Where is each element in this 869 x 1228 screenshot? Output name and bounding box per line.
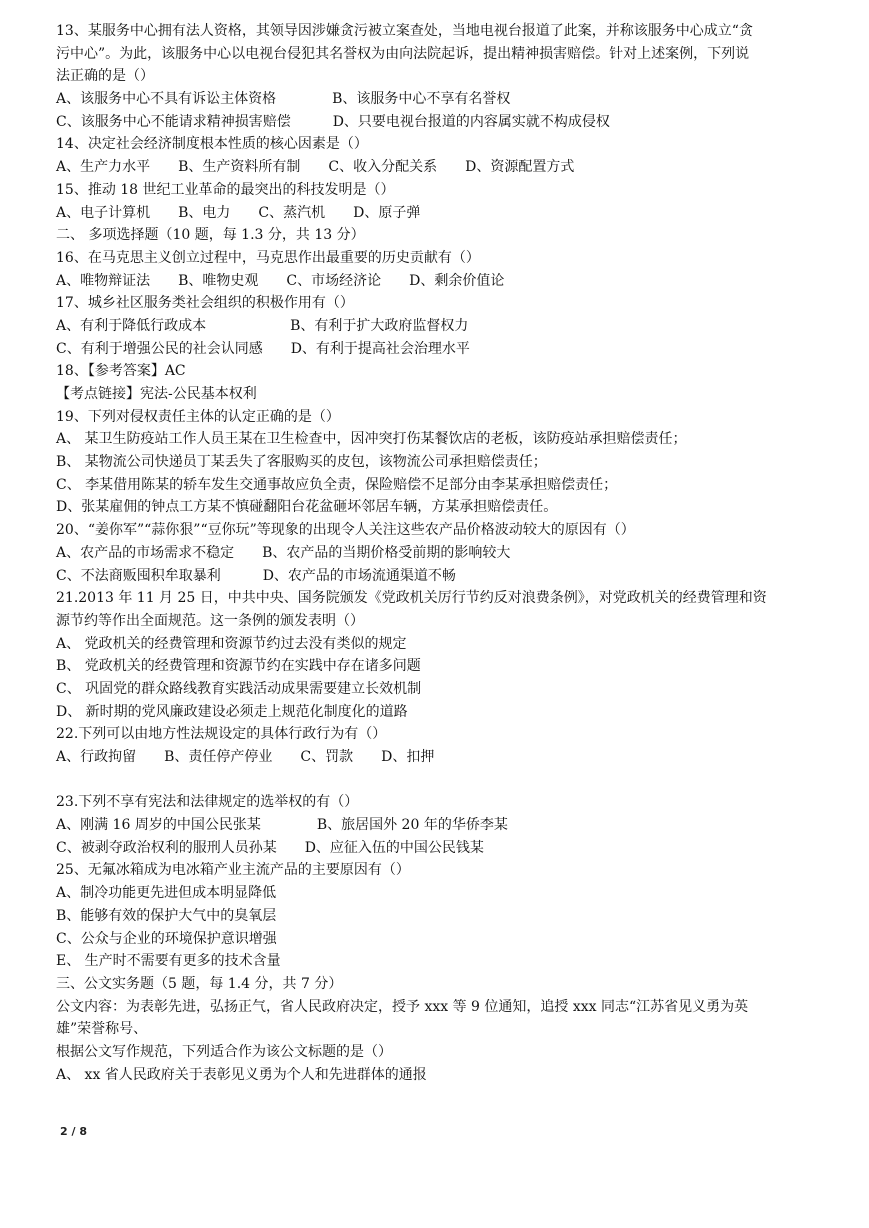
option-line: D、 新时期的党风廉政建设必须走上规范化制度化的道路 xyxy=(56,703,408,720)
option-line: A、有利于降低行政成本 B、有利于扩大政府监督权力 xyxy=(56,317,469,334)
text-line: 公文内容：为表彰先进，弘扬正气，省人民政府决定，授予 xxx 等 9 位通知，追授 xxx 同志“江苏省见义勇为英 xyxy=(56,998,749,1015)
question-line: 21.2013 年 11 月 25 日，中共中央、国务院颁发《党政机关厉行节约反对浪费条例》，对党政机关的经费管理和资 xyxy=(56,590,767,607)
option-line: C、被剥夺政治权利的服刑人员孙某 D、应征入伍的中国公民钱某 xyxy=(56,839,484,856)
text-line: 法正确的是（） xyxy=(56,68,154,85)
option-line: C、不法商贩囤积牟取暴利 D、农产品的市场流通渠道不畅 xyxy=(56,567,456,584)
question-line: 19、下列对侵权责任主体的认定正确的是（） xyxy=(56,408,340,425)
question-line: 17、城乡社区服务类社会组织的积极作用有（） xyxy=(56,295,354,312)
question-line: 25、无氟冰箱成为电冰箱产业主流产品的主要原因有（） xyxy=(56,862,410,879)
option-line: A、农产品的市场需求不稳定 B、农产品的当期价格受前期的影响较大 xyxy=(56,544,511,561)
option-line: A、唯物辩证法 B、唯物史观 C、市场经济论 D、剩余价值论 xyxy=(56,272,505,289)
page-number: 2 / 8 xyxy=(60,1125,87,1138)
option-line: C、有利于增强公民的社会认同感 D、有利于提高社会治理水平 xyxy=(56,340,470,357)
question-line: 16、在马克思主义创立过程中，马克思作出最重要的历史贡献有（） xyxy=(56,249,480,266)
text-line: 雄”荣誉称号、 xyxy=(56,1021,148,1038)
option-line: A、制冷功能更先进但成本明显降低 xyxy=(56,885,277,902)
text-line: 13、某服务中心拥有法人资格，其领导因涉嫌贪污被立案查处，当地电视台报道了此案，并称该服务中心成立“贪 xyxy=(56,23,753,39)
question-line: 23.下列不享有宪法和法律规定的选举权的有（） xyxy=(56,794,359,811)
option-line: C、 巩固党的群众路线教育实践活动成果需要建立长效机制 xyxy=(56,680,422,697)
section-heading: 三、公文实务题（5 题，每 1.4 分，共 7 分） xyxy=(56,975,343,992)
option-line: C、 李某借用陈某的轿车发生交通事故应负全责，保险赔偿不足部分由李某承担赔偿责任； xyxy=(56,476,618,493)
question-line: 14、决定社会经济制度根本性质的核心因素是（） xyxy=(56,136,368,153)
question-line: 源节约等作出全面规范。这一条例的颁发表明（） xyxy=(56,612,364,629)
option-line: B、 某物流公司快递员丁某丢失了客服购买的皮包，该物流公司承担赔偿责任； xyxy=(56,454,547,471)
option-line: C、该服务中心不能请求精神损害赔偿 D、只要电视台报道的内容属实就不构成侵权 xyxy=(56,113,610,130)
question-line: 15、推动 18 世纪工业革命的最突出的科技发明是（） xyxy=(56,181,395,198)
option-line: A、 某卫生防疫站工作人员王某在卫生检查中，因冲突打伤某餐饮店的老板，该防疫站承担赔偿责任； xyxy=(56,431,687,448)
question-line: 根据公文写作规范，下列适合作为该公文标题的是（） xyxy=(56,1043,392,1060)
question-line: 22.下列可以由地方性法规设定的具体行政行为有（） xyxy=(56,726,387,743)
option-line: A、行政拘留 B、责任停产停业 C、罚款 D、扣押 xyxy=(56,749,435,765)
section-heading: 二、 多项选择题（10 题，每 1.3 分，共 13 分） xyxy=(56,227,365,244)
option-line: E、 生产时不需要有更多的技术含量 xyxy=(56,953,281,970)
answer-line: 【考点链接】宪法-公民基本权利 xyxy=(56,386,257,402)
question-line: 20、“姜你军”“蒜你狠”“豆你玩”等现象的出现令人关注这些农产品价格波动较大的原因有（） xyxy=(56,522,635,539)
option-line: B、能够有效的保护大气中的臭氧层 xyxy=(56,907,277,924)
option-line: A、生产力水平 B、生产资料所有制 C、收入分配关系 D、资源配置方式 xyxy=(56,159,575,176)
option-line: A、该服务中心不具有诉讼主体资格 B、该服务中心不享有名誉权 xyxy=(56,91,511,108)
option-line: A、 党政机关的经费管理和资源节约过去没有类似的规定 xyxy=(56,635,407,652)
text-line: 污中心”。为此，该服务中心以电视台侵犯其名誉权为由向法院起诉，提出精神损害赔偿。针对上述案例，下列说 xyxy=(56,45,750,62)
option-line: C、公众与企业的环境保护意识增强 xyxy=(56,930,277,947)
option-line: A、刚满 16 周岁的中国公民张某 B、旅居国外 20 年的华侨李某 xyxy=(56,817,508,834)
blank-line xyxy=(56,769,846,792)
option-line: A、 xx 省人民政府关于表彰见义勇为个人和先进群体的通报 xyxy=(56,1066,427,1083)
option-line: A、电子计算机 B、电力 C、蒸汽机 D、原子弹 xyxy=(56,204,421,221)
document-body xyxy=(56,20,846,1086)
option-line: B、 党政机关的经费管理和资源节约在实践中存在诸多问题 xyxy=(56,658,421,675)
answer-line: 18、【参考答案】AC xyxy=(56,363,186,380)
option-line: D、张某雇佣的钟点工方某不慎碰翻阳台花盆砸坏邻居车辆，方某承担赔偿责任。 xyxy=(56,499,558,516)
